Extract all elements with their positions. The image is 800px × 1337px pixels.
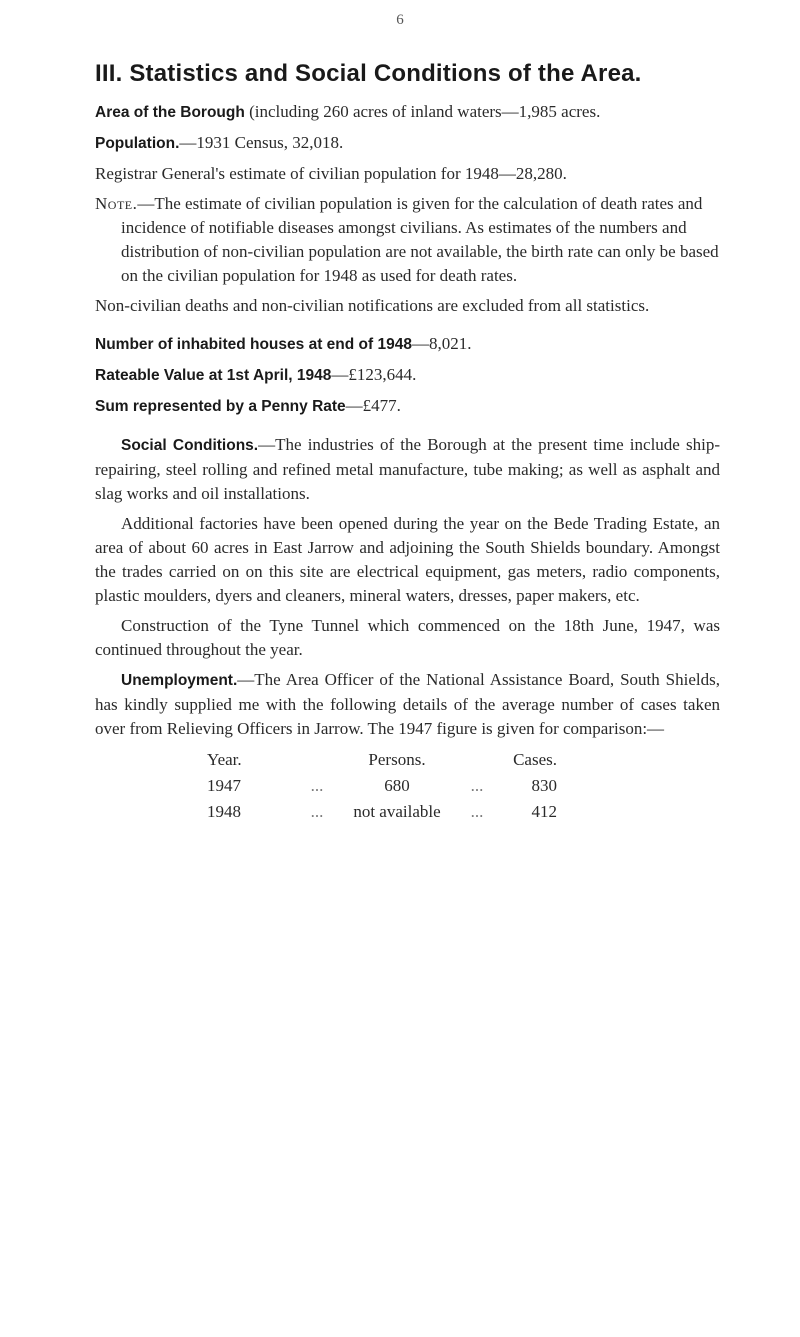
rateable-label: Rateable Value at 1st April, 1948 xyxy=(95,367,332,384)
row-year: 1947 xyxy=(207,776,241,795)
section-heading: III. Statistics and Social Conditions of the Area. xyxy=(95,60,642,87)
unemployment-text: —The Area Officer of the National Assistance Board, South Shields, has kindly supplied me with the following details of the average number of cases taken over from Relieving Officers in Jarrow. The 1947 figure is given for comparison:— xyxy=(95,670,720,738)
leader-dots: ... xyxy=(310,802,324,821)
rateable-line xyxy=(95,363,720,388)
penny-rate-line xyxy=(95,394,720,419)
tunnel-paragraph: Construction of the Tyne Tunnel which commenced on the 18th June, 1947, was continued throughout the year. xyxy=(95,616,720,659)
header-cases: Cases. xyxy=(513,750,557,769)
population-estimate: Registrar General's estimate of civilian population for 1948—28,280. xyxy=(95,164,567,183)
area-text: (including 260 acres of inland waters—1,985 acres. xyxy=(244,102,601,121)
area-label: Area of the Borough xyxy=(95,104,245,121)
row-cases: 412 xyxy=(531,802,557,821)
houses-line xyxy=(95,332,720,357)
social-conditions-label: Social Conditions. xyxy=(121,437,259,454)
row-year: 1948 xyxy=(207,802,241,821)
note-paragraph-2: Non-civilian deaths and non-civilian notifications are excluded from all statistics. xyxy=(95,296,650,315)
document-body xyxy=(95,60,720,825)
population-label: Population. xyxy=(95,135,180,152)
row-persons: 680 xyxy=(384,776,410,795)
social-conditions-text: —The industries of the Borough at the present time include ship-repairing, steel rolling and refined metal manufacture, tube making; as well as asphalt and slag works and oil installations. xyxy=(95,435,720,503)
unemployment-paragraph xyxy=(95,668,720,741)
row-persons: not available xyxy=(353,802,441,821)
table-row xyxy=(207,799,557,825)
penny-rate-label: Sum represented by a Penny Rate xyxy=(95,398,346,415)
houses-label: Number of inhabited houses at end of 1948 xyxy=(95,336,412,353)
leader-dots: ... xyxy=(470,776,484,795)
houses-value: —8,021. xyxy=(411,334,472,353)
social-conditions-paragraph xyxy=(95,433,720,506)
leader-dots: ... xyxy=(310,776,324,795)
row-cases: 830 xyxy=(531,776,557,795)
penny-rate-value: —£477. xyxy=(345,396,401,415)
header-persons: Persons. xyxy=(368,750,426,769)
unemployment-table xyxy=(207,747,557,825)
page-number: 6 xyxy=(396,12,404,28)
note-paragraph xyxy=(95,192,720,288)
header-year: Year. xyxy=(207,750,242,769)
rateable-value: —£123,644. xyxy=(331,365,417,384)
area-paragraph xyxy=(95,100,720,125)
factories-paragraph: Additional factories have been opened during the year on the Bede Trading Estate, an area of about 60 acres in East Jarrow and adjoining the South Shields boundary. Amongst the trades carried on on this site are electrical equipment, gas meters, radio components, plastic moulders, dyers and cleaners, mineral waters, dresses, paper makers, etc. xyxy=(95,514,720,605)
leader-dots: ... xyxy=(470,802,484,821)
table-row xyxy=(207,773,557,799)
population-text: —1931 Census, 32,018. xyxy=(179,133,344,152)
note-label: Note. xyxy=(95,194,138,213)
population-paragraph xyxy=(95,131,720,156)
note-text: —The estimate of civilian population is given for the calculation of death rates and incidence of notifiable diseases amongst civilians. As estimates of the numbers and distribution of non-civilian population are not available, the birth rate can only be based on the civilian population for 1948 as used for death rates. xyxy=(121,194,719,285)
table-header-row xyxy=(207,747,557,773)
unemployment-label: Unemployment. xyxy=(121,672,238,689)
